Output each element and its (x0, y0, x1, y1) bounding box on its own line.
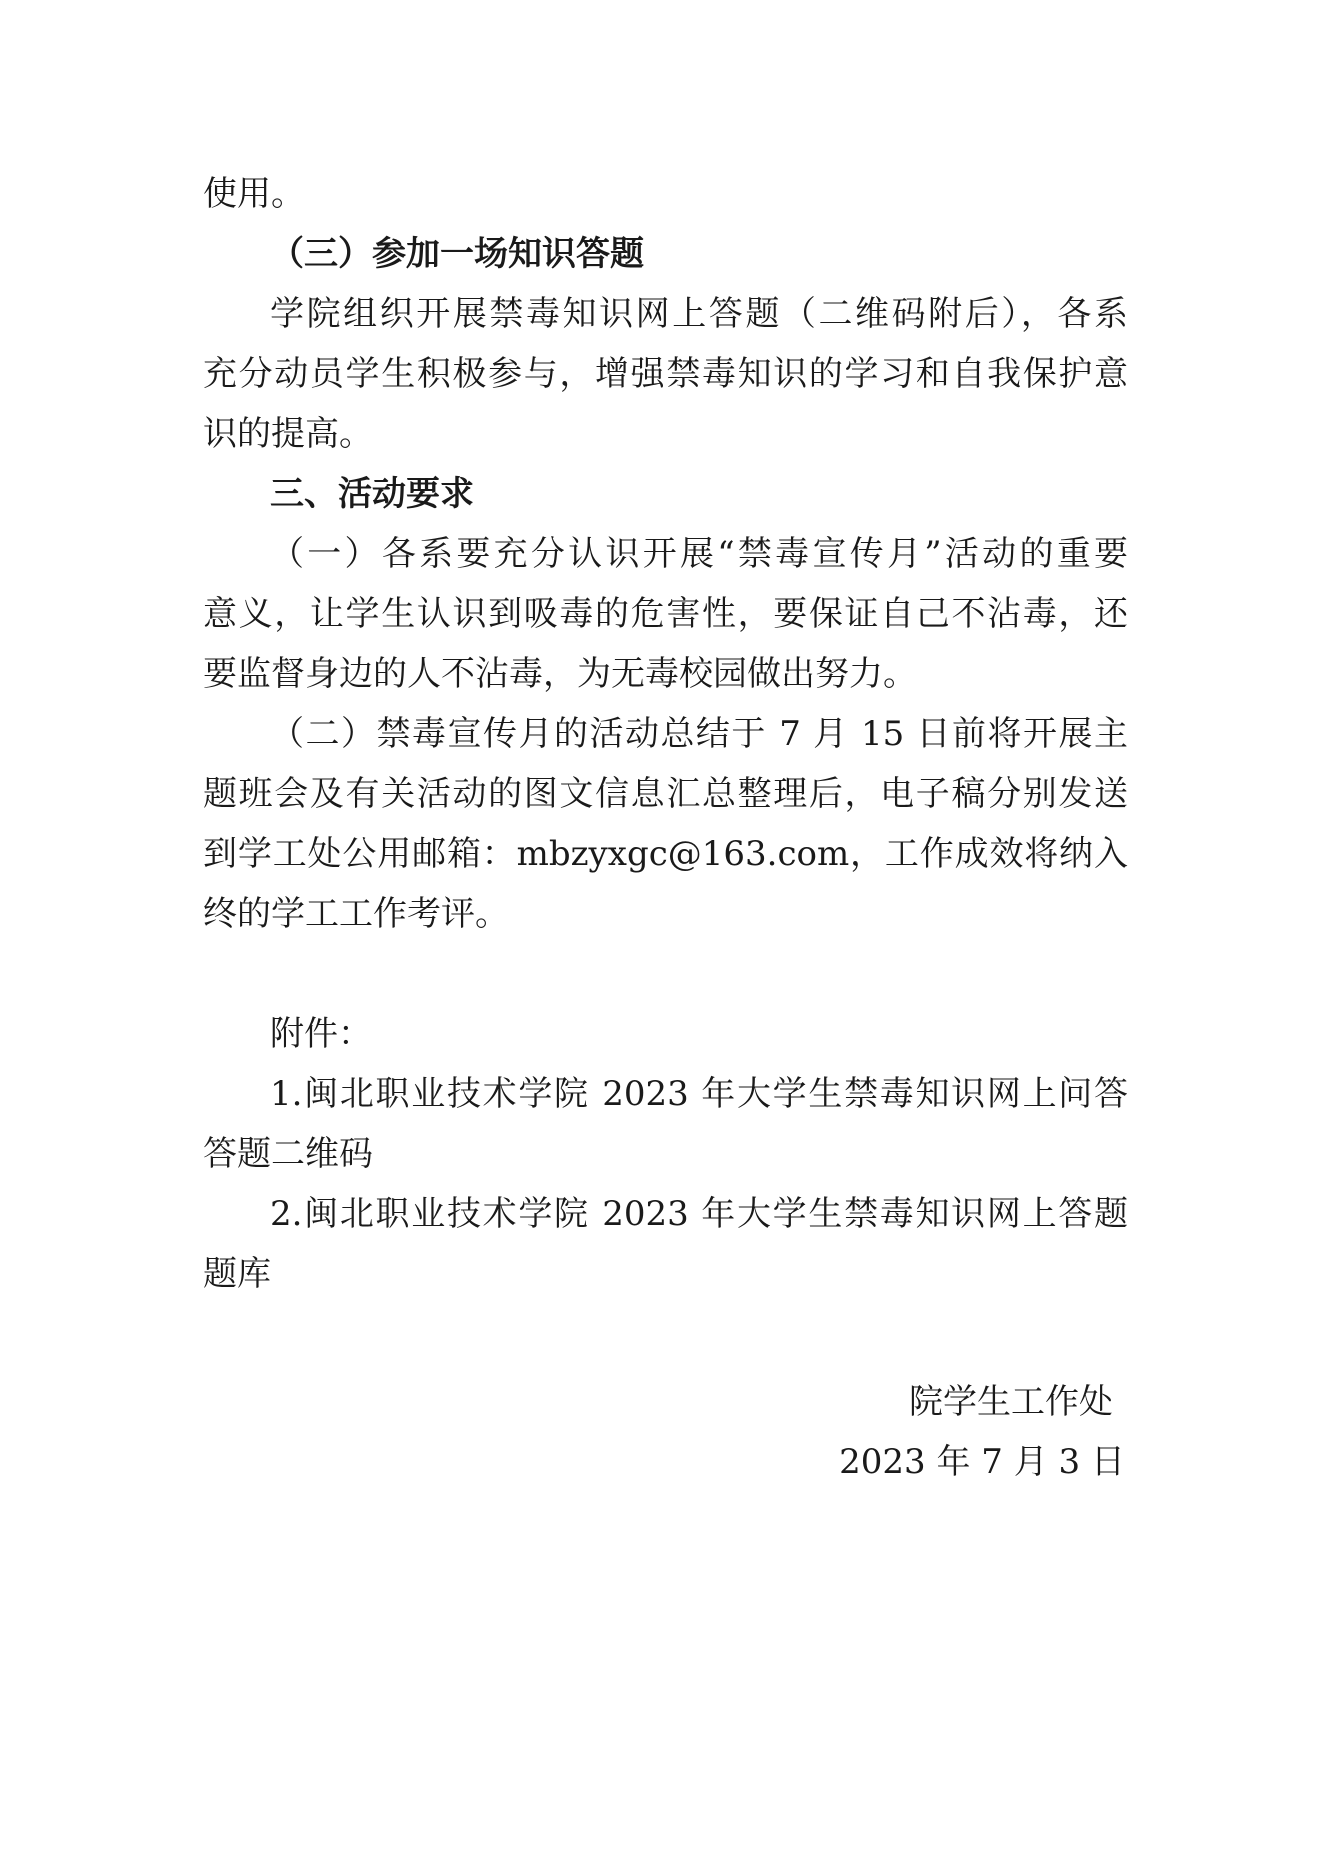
signature-department: 院学生工作处 (909, 1382, 1113, 1422)
paragraph-quiz-line-1: 学院组织开展禁毒知识网上答题（二维码附后），各系 (270, 294, 1128, 334)
attachment-2-line-2: 题库 (203, 1254, 271, 1294)
attachment-2-line-1: 2.闽北职业技术学院 2023 年大学生禁毒知识网上答题 (270, 1194, 1128, 1234)
requirement-2-line-3: 到学工处公用邮箱：mbzyxgc@163.com，工作成效将纳入 (203, 834, 1128, 874)
signature-date: 2023 年 7 月 3 日 (839, 1442, 1125, 1482)
text-line-continuation: 使用。 (203, 174, 305, 214)
attachments-label: 附件： (270, 1014, 372, 1054)
attachment-1-line-2: 答题二维码 (203, 1134, 373, 1174)
requirement-1-line-3: 要监督身边的人不沾毒，为无毒校园做出努力。 (203, 654, 917, 694)
section-heading-requirements: 三、活动要求 (270, 474, 474, 514)
requirement-1-line-2: 意义，让学生认识到吸毒的危害性，要保证自己不沾毒，还 (203, 594, 1128, 634)
requirement-2-line-1: （二）禁毒宣传月的活动总结于 7 月 15 日前将开展主 (270, 714, 1128, 754)
attachment-1-line-1: 1.闽北职业技术学院 2023 年大学生禁毒知识网上问答 (270, 1074, 1128, 1114)
paragraph-quiz-line-2: 充分动员学生积极参与，增强禁毒知识的学习和自我保护意 (203, 354, 1128, 394)
paragraph-quiz-line-3: 识的提高。 (203, 414, 373, 454)
section-heading-knowledge-quiz: （三）参加一场知识答题 (270, 234, 644, 274)
requirement-2-line-2: 题班会及有关活动的图文信息汇总整理后，电子稿分别发送 (203, 774, 1128, 814)
requirement-1-line-1: （一）各系要充分认识开展“禁毒宣传月”活动的重要 (270, 534, 1128, 574)
requirement-2-line-4: 终的学工工作考评。 (203, 894, 509, 934)
